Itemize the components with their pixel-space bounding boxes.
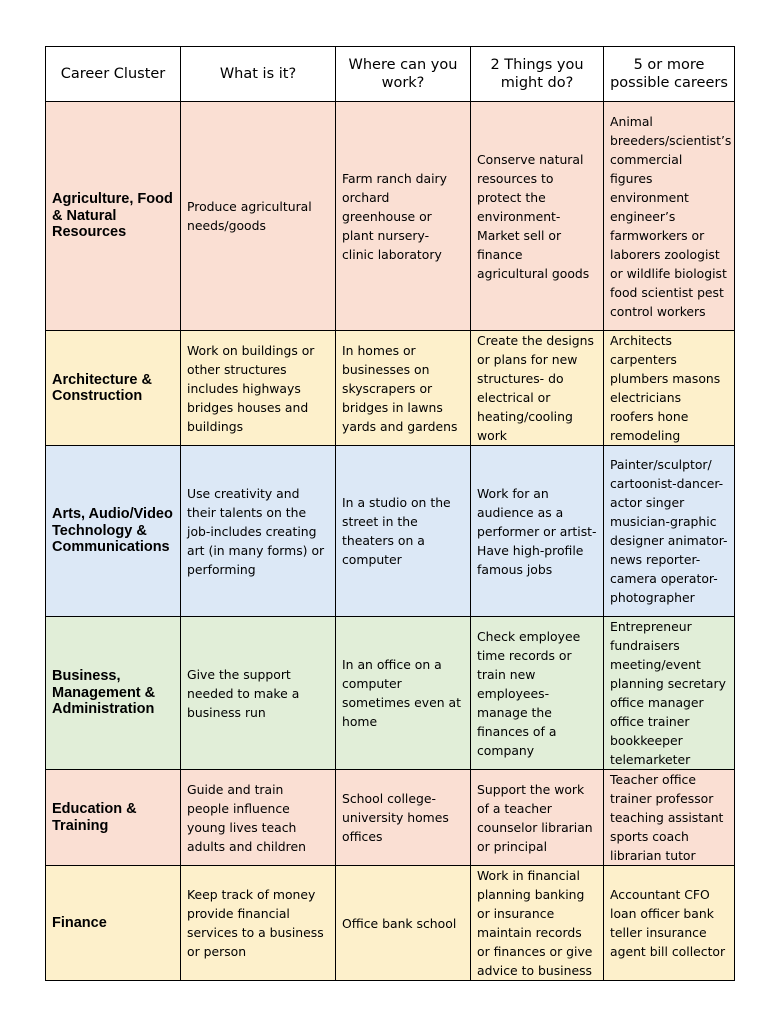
header-two-things: 2 Things you might do?	[471, 47, 604, 102]
careers-cell: Animal breeders/scientist’s commercial figures environment engineer’s farmworkers or laborers zoologist or wildlife biologist food scientist pest control workers	[604, 102, 735, 331]
table-row	[46, 866, 735, 981]
table-row	[46, 446, 735, 617]
where-cell: In a studio on the street in the theaters on a computer	[336, 446, 471, 617]
cluster-name: Architecture & Construction	[46, 331, 181, 446]
what-cell: Use creativity and their talents on the job-includes creating art (in many forms) or performing	[181, 446, 336, 617]
header-possible-careers: 5 or more possible careers	[604, 47, 735, 102]
things-cell: Conserve natural resources to protect the environment- Market sell or finance agricultural goods	[471, 102, 604, 331]
things-cell: Create the designs or plans for new structures- do electrical or heating/cooling work	[471, 331, 604, 446]
header-row	[46, 47, 735, 102]
where-cell: In an office on a computer sometimes even at home	[336, 617, 471, 770]
table-row	[46, 102, 735, 331]
header-where-can-you-work: Where can you work?	[336, 47, 471, 102]
career-cluster-table	[45, 46, 735, 981]
where-cell: Office bank school	[336, 866, 471, 981]
what-cell: Give the support needed to make a business run	[181, 617, 336, 770]
careers-cell: Painter/sculptor/ cartoonist-dancer- actor singer musician-graphic designer animator- news reporter-camera operator- photographer	[604, 446, 735, 617]
table-row	[46, 617, 735, 770]
things-cell: Check employee time records or train new employees- manage the finances of a company	[471, 617, 604, 770]
careers-cell: Entrepreneur fundraisers meeting/event planning secretary office manager office trainer bookkeeper telemarketer	[604, 617, 735, 770]
header-career-cluster: Career Cluster	[46, 47, 181, 102]
careers-cell: Accountant CFO loan officer bank teller insurance agent bill collector	[604, 866, 735, 981]
careers-cell: Architects carpenters plumbers masons electricians roofers hone remodeling	[604, 331, 735, 446]
header-what-is-it: What is it?	[181, 47, 336, 102]
cluster-name: Finance	[46, 866, 181, 981]
what-cell: Work on buildings or other structures includes highways bridges houses and buildings	[181, 331, 336, 446]
things-cell: Work in financial planning banking or insurance maintain records or finances or give advice to business	[471, 866, 604, 981]
table-row	[46, 331, 735, 446]
where-cell: Farm ranch dairy orchard greenhouse or plant nursery- clinic laboratory	[336, 102, 471, 331]
cluster-name: Arts, Audio/Video Technology & Communications	[46, 446, 181, 617]
where-cell: School college-university homes offices	[336, 770, 471, 866]
cluster-name: Education & Training	[46, 770, 181, 866]
where-cell: In homes or businesses on skyscrapers or bridges in lawns yards and gardens	[336, 331, 471, 446]
things-cell: Support the work of a teacher counselor librarian or principal	[471, 770, 604, 866]
what-cell: Produce agricultural needs/goods	[181, 102, 336, 331]
what-cell: Guide and train people influence young lives teach adults and children	[181, 770, 336, 866]
what-cell: Keep track of money provide financial services to a business or person	[181, 866, 336, 981]
cluster-name: Agriculture, Food & Natural Resources	[46, 102, 181, 331]
things-cell: Work for an audience as a performer or artist- Have high-profile famous jobs	[471, 446, 604, 617]
cluster-name: Business, Management & Administration	[46, 617, 181, 770]
careers-cell: Teacher office trainer professor teaching assistant sports coach librarian tutor	[604, 770, 735, 866]
table-row	[46, 770, 735, 866]
